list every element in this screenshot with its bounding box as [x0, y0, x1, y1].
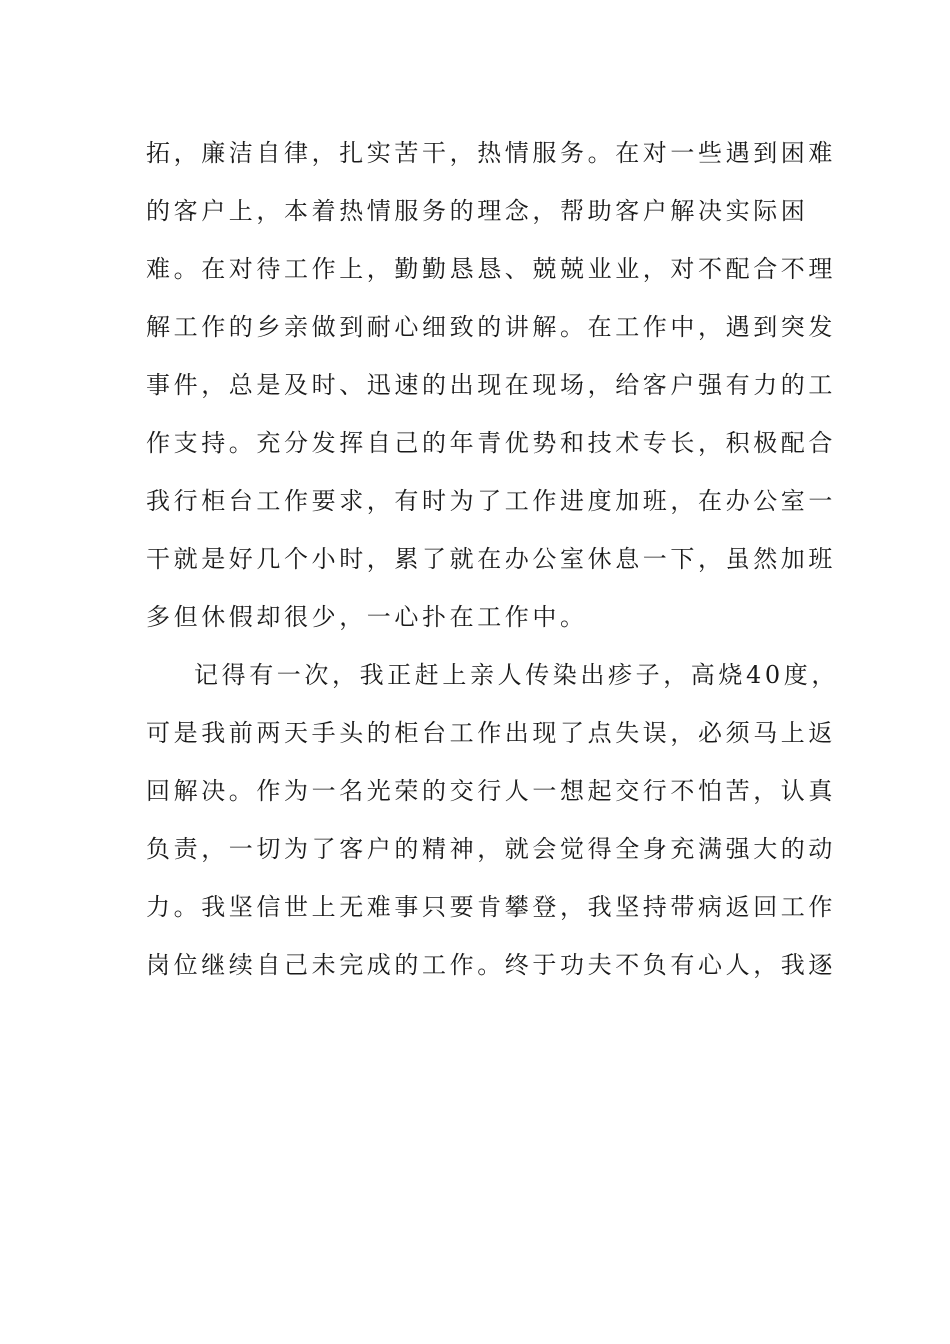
text-line: 事件，总是及时、迅速的出现在现场，给客户强有力的工 — [146, 371, 836, 399]
body-text — [146, 124, 839, 994]
text-line: 解工作的乡亲做到耐心细致的讲解。在工作中，遇到突发 — [146, 313, 836, 341]
text-line: 拓，廉洁自律，扎实苦干，热情服务。在对一些遇到困难 — [146, 139, 836, 167]
text-line: 回解决。作为一名光荣的交行人一想起交行不怕苦，认真 — [146, 777, 836, 805]
text-line: 难。在对待工作上，勤勤恳恳、兢兢业业，对不配合不理 — [146, 255, 836, 283]
text-line: 可是我前两天手头的柜台工作出现了点失误，必须马上返 — [146, 719, 836, 747]
text-line: 力。我坚信世上无难事只要肯攀登，我坚持带病返回工作 — [146, 893, 836, 921]
text-line: 多但休假却很少，一心扑在工作中。 — [146, 603, 588, 631]
text-line: 的客户上，本着热情服务的理念，帮助客户解决实际困 — [146, 197, 809, 225]
text-line: 负责，一切为了客户的精神，就会觉得全身充满强大的动 — [146, 835, 836, 863]
text-line: 干就是好几个小时，累了就在办公室休息一下，虽然加班 — [146, 545, 836, 573]
text-line: 岗位继续自己未完成的工作。终于功夫不负有心人，我逐 — [146, 951, 836, 979]
text-line: 作支持。充分发挥自己的年青优势和技术专长，积极配合 — [146, 429, 836, 457]
text-line: 我行柜台工作要求，有时为了工作进度加班，在办公室一 — [146, 487, 836, 515]
paragraph-first-line: 记得有一次，我正赶上亲人传染出疹子，高烧40度， — [194, 661, 839, 689]
